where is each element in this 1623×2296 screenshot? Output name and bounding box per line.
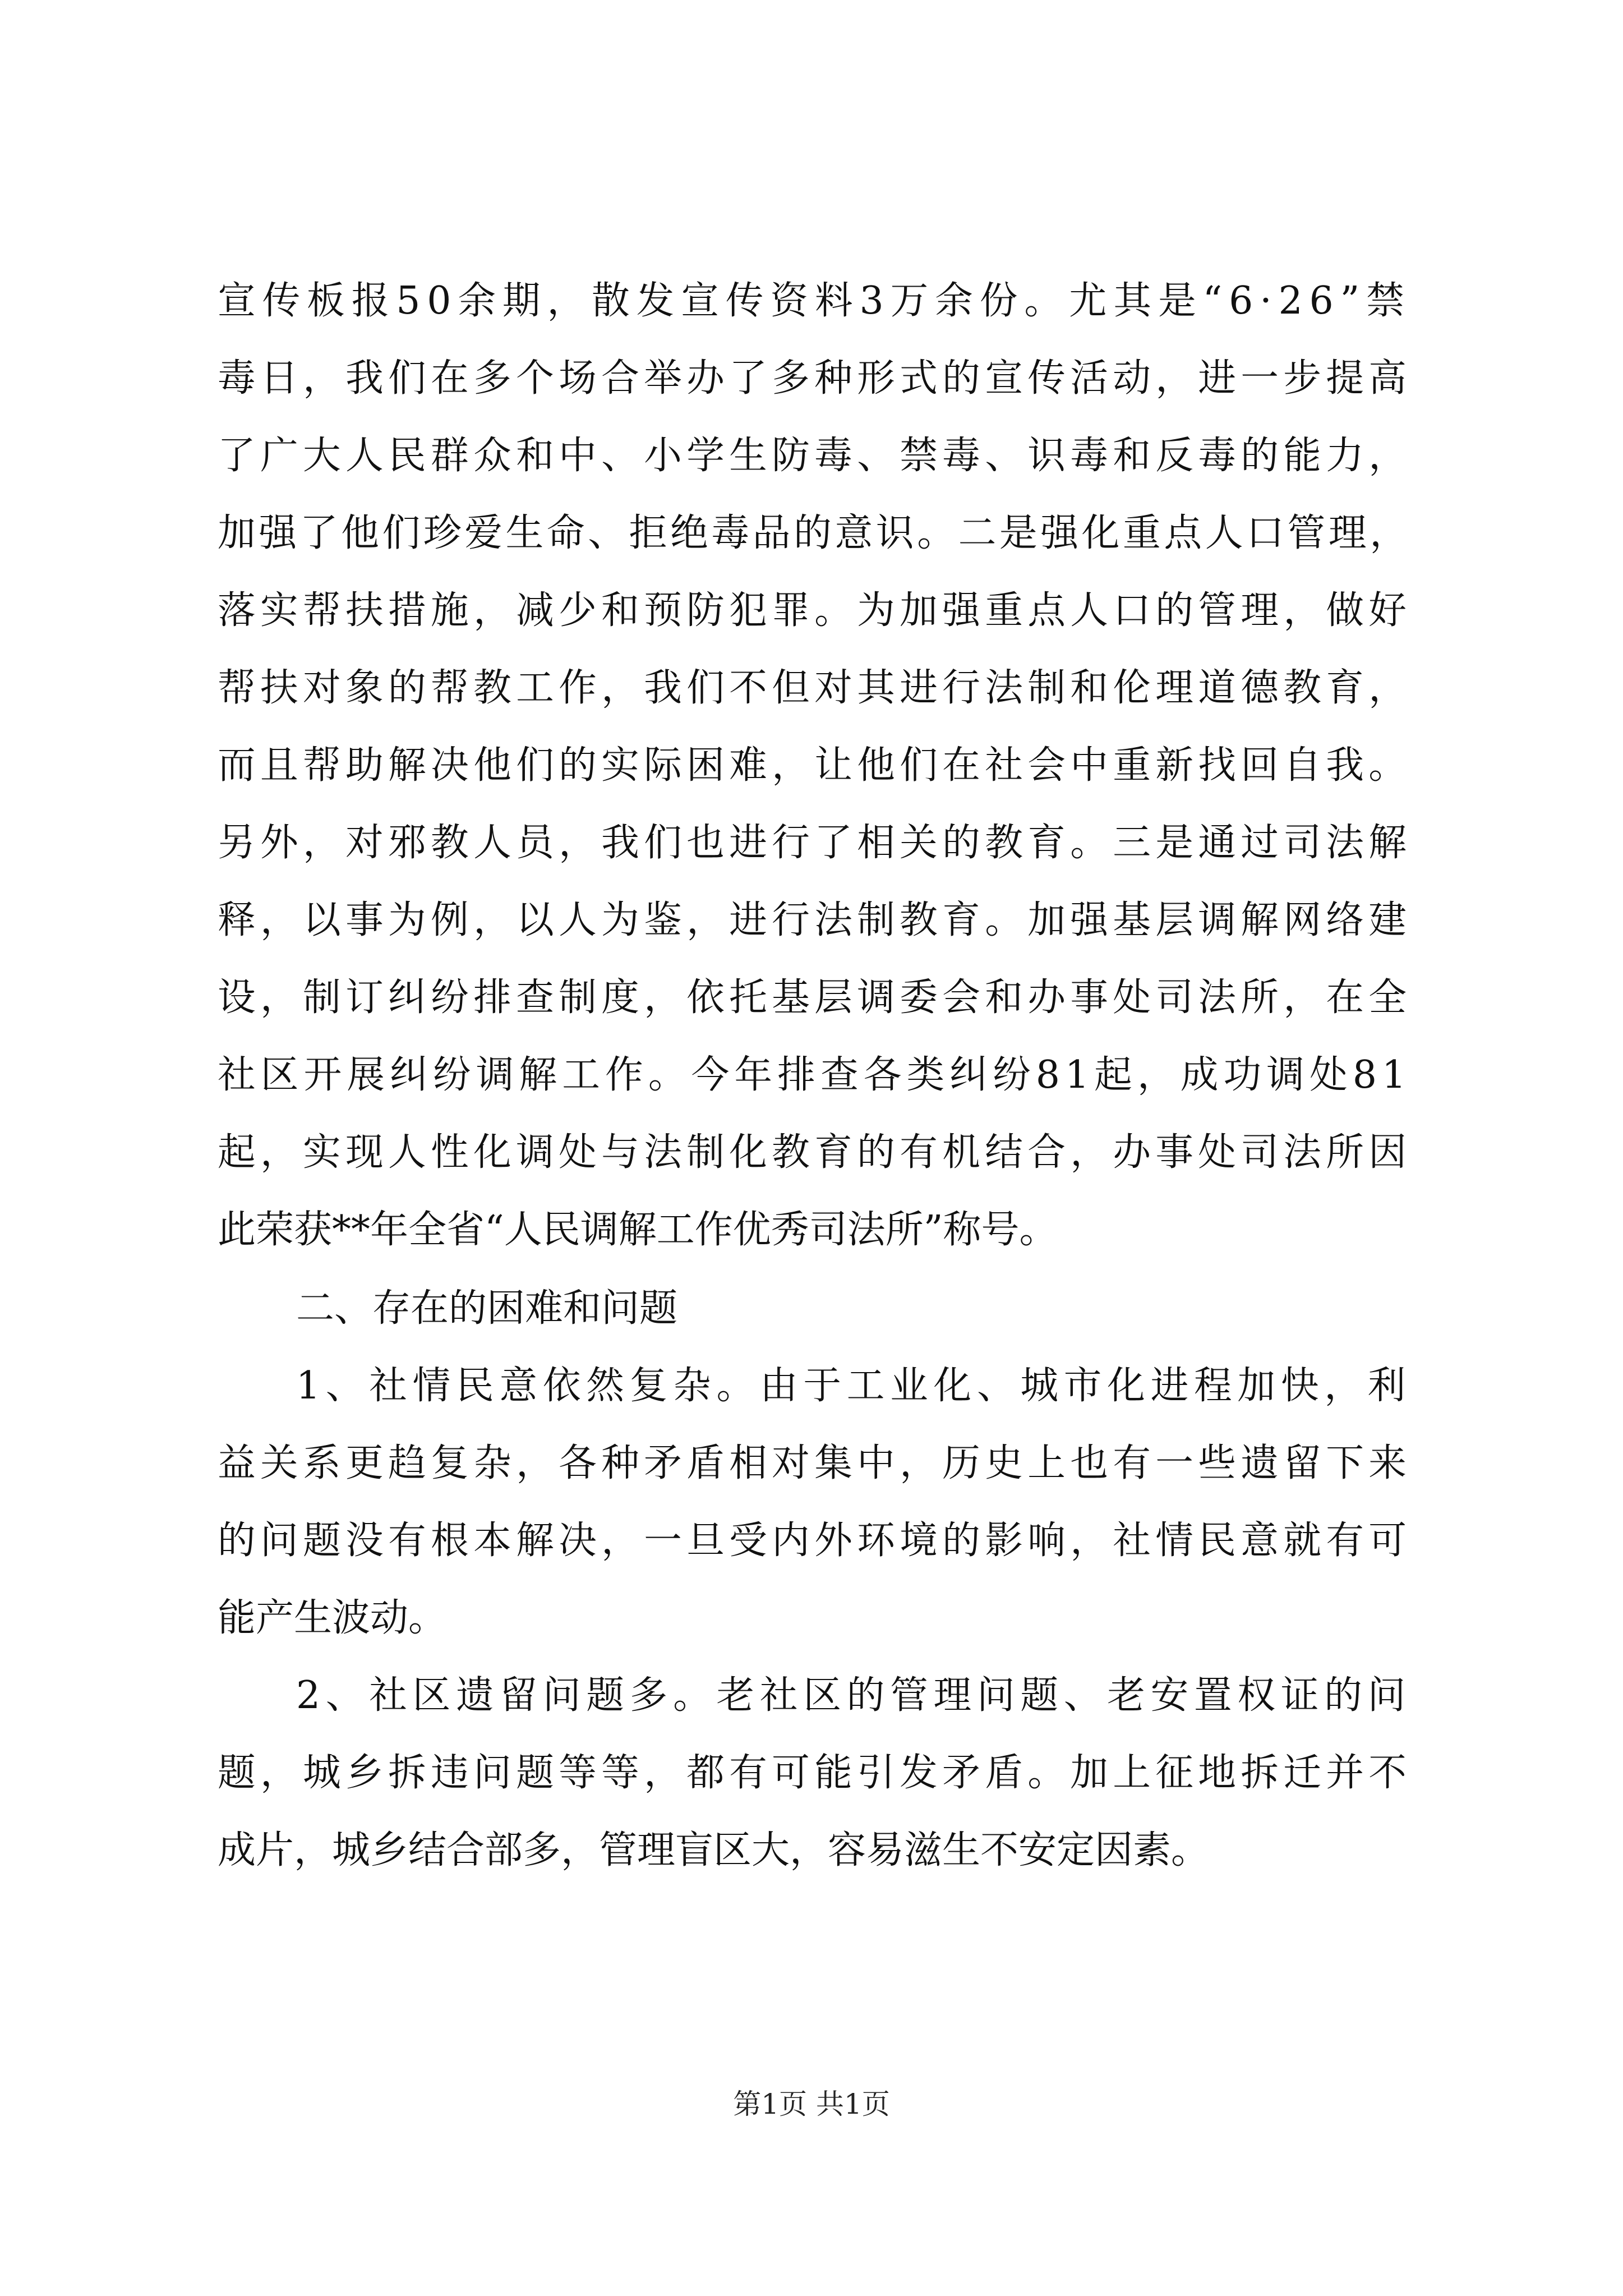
text-line: 了广大人民群众和中、小学生防毒、禁毒、识毒和反毒的能力， — [218, 434, 1412, 478]
text-line: 社区开展纠纷调解工作。今年排查各类纠纷81起，成功调处81 — [218, 1053, 1412, 1097]
text-line: 益关系更趋复杂，各种矛盾相对集中，历史上也有一些遗留下来 — [218, 1441, 1412, 1485]
text-line: 此荣获**年全省“人民调解工作优秀司法所”称号。 — [218, 1208, 1058, 1252]
text-line: 宣传板报50余期，散发宣传资料3万余份。尤其是“6·26”禁 — [218, 279, 1411, 323]
text-line: 题，城乡拆违问题等等，都有可能引发矛盾。加上征地拆迁并不 — [218, 1751, 1412, 1795]
text-line: 而且帮助解决他们的实际困难，让他们在社会中重新找回自我。 — [218, 743, 1412, 788]
page-footer: 第1页 共1页 — [733, 2088, 890, 2120]
text-line: 帮扶对象的帮教工作，我们不但对其进行法制和伦理道德教育， — [218, 666, 1412, 710]
text-line: 另外，对邪教人员，我们也进行了相关的教育。三是通过司法解 — [218, 821, 1412, 865]
text-line: 起，实现人性化调处与法制化教育的有机结合，办事处司法所因 — [218, 1130, 1412, 1175]
text-line: 毒日，我们在多个场合举办了多种形式的宣传活动，进一步提高 — [218, 356, 1412, 401]
text-line: 落实帮扶措施，减少和预防犯罪。为加强重点人口的管理，做好 — [218, 588, 1412, 633]
text-line: 1、社情民意依然复杂。由于工业化、城市化进程加快，利 — [296, 1364, 1412, 1408]
text-line: 设，制订纠纷排查制度，依托基层调委会和办事处司法所，在全 — [218, 976, 1412, 1020]
text-line: 2、社区遗留问题多。老社区的管理问题、老安置权证的问 — [296, 1673, 1412, 1718]
text-line: 加强了他们珍爱生命、拒绝毒品的意识。二是强化重点人口管理， — [218, 511, 1411, 555]
text-line: 释，以事为例，以人为鉴，进行法制教育。加强基层调解网络建 — [218, 898, 1412, 942]
text-line: 成片，城乡结合部多，管理盲区大，容易滋生不安定因素。 — [218, 1828, 1210, 1872]
text-line: 二、存在的困难和问题 — [296, 1286, 678, 1331]
text-line: 能产生波动。 — [218, 1596, 447, 1640]
text-line: 的问题没有根本解决，一旦受内外环境的影响，社情民意就有可 — [218, 1519, 1412, 1563]
